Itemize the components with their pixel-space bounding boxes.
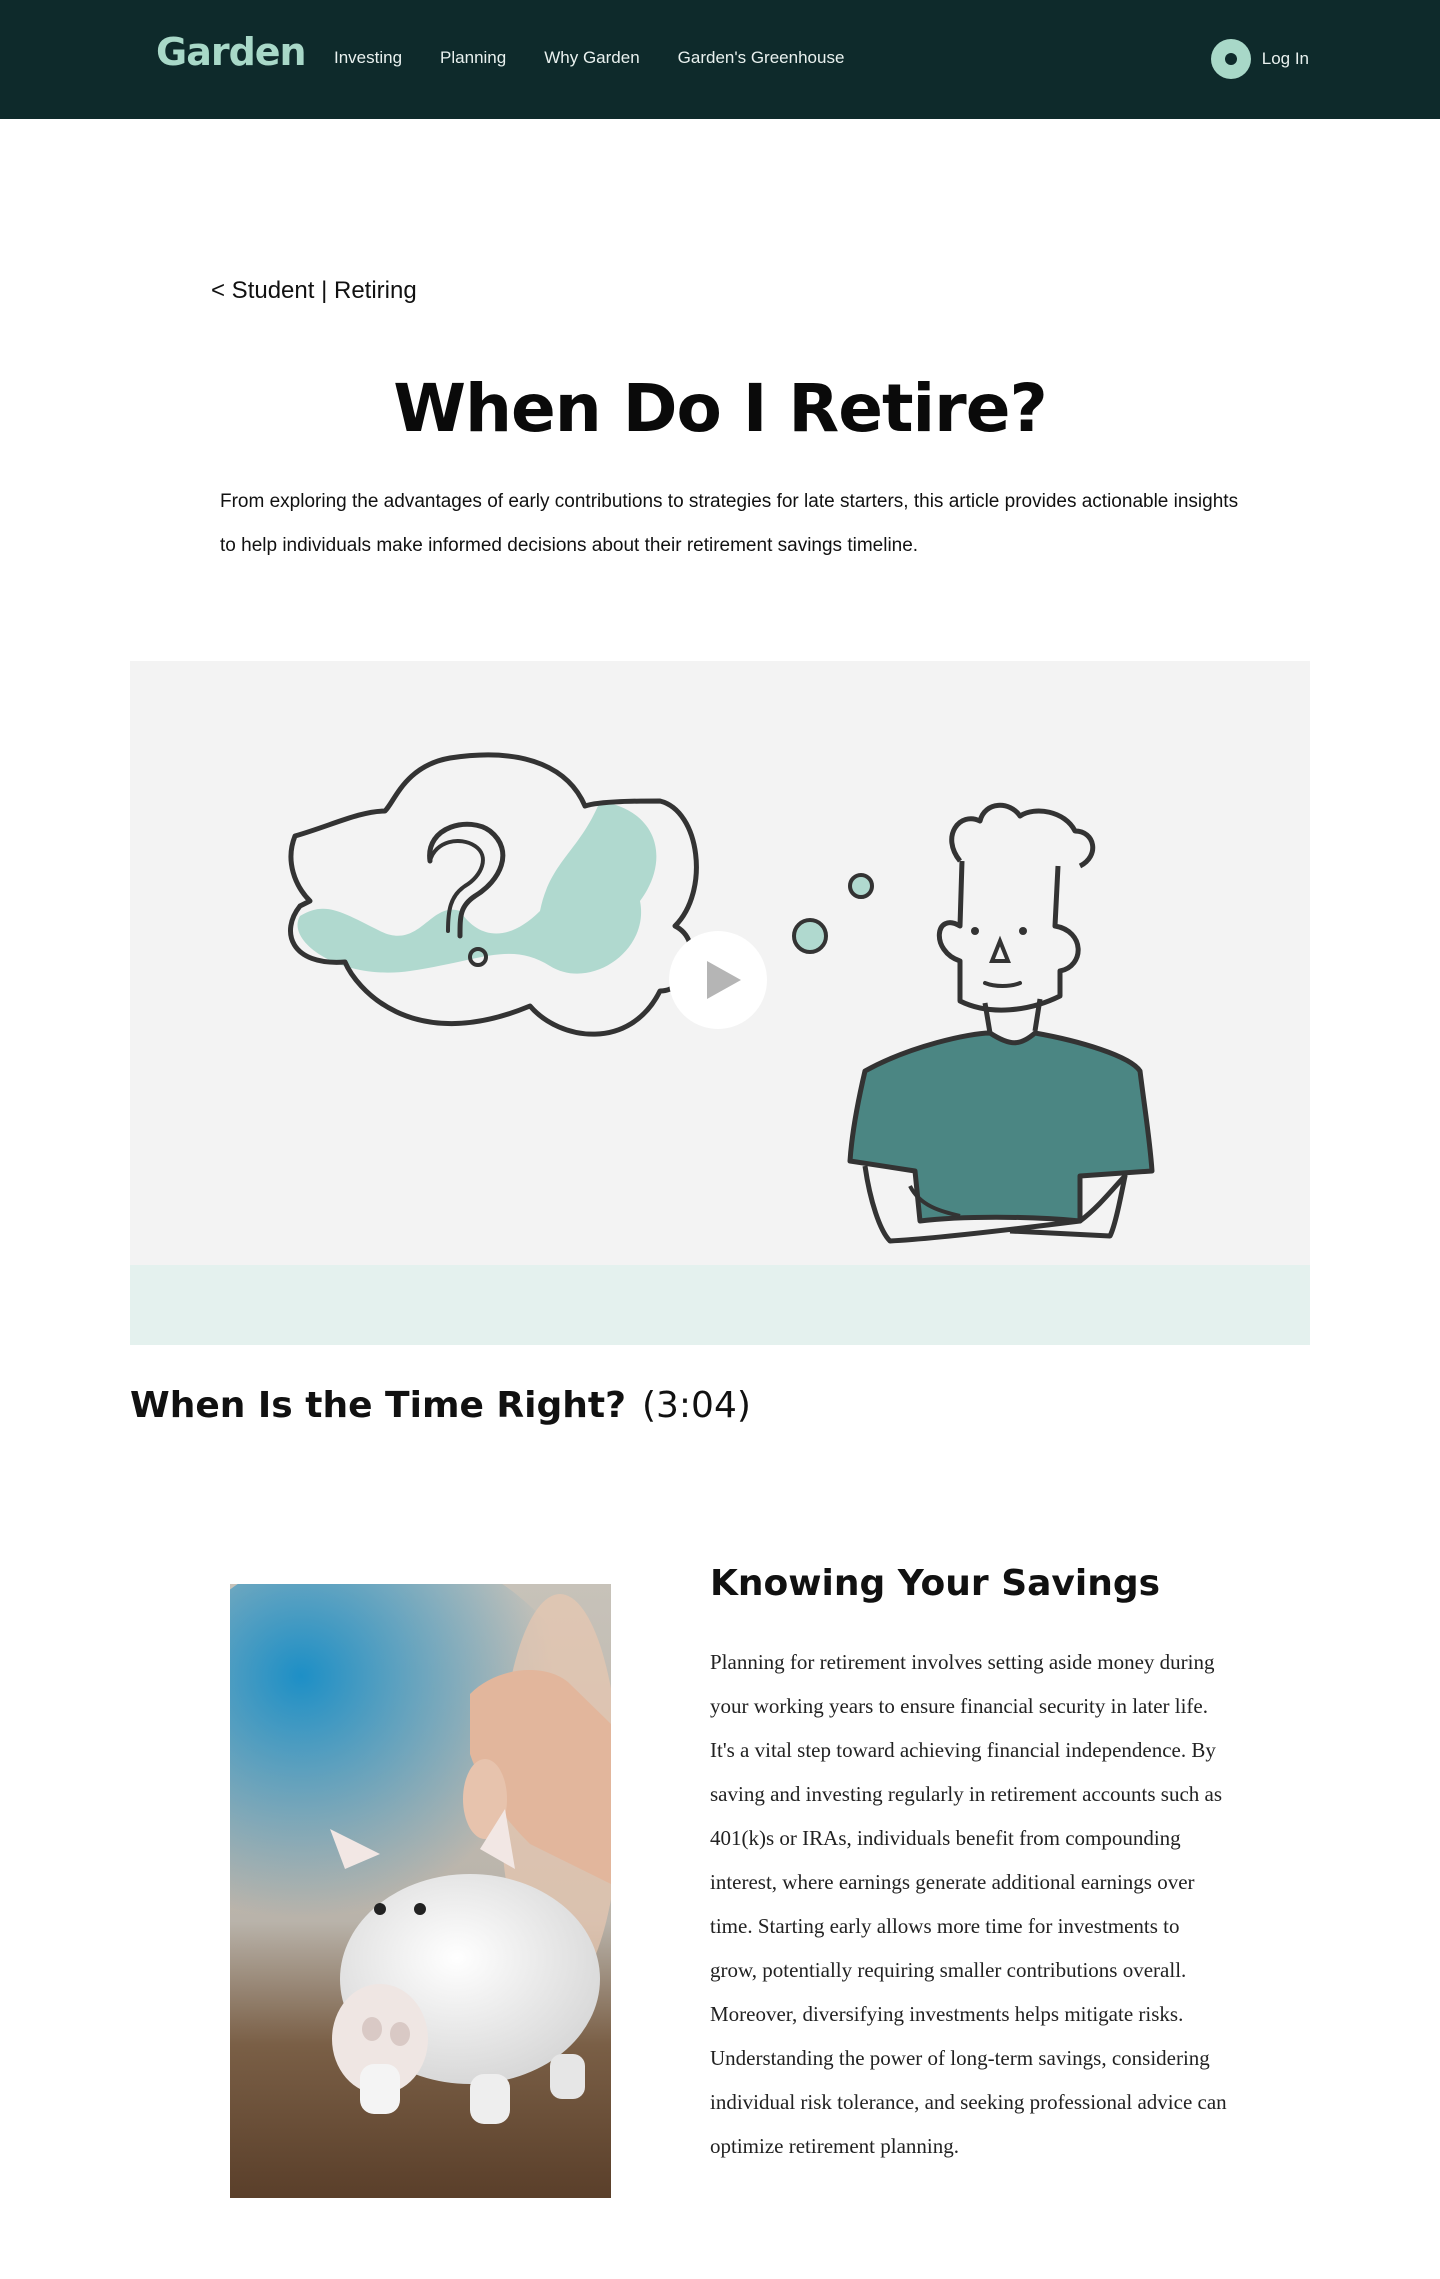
play-icon[interactable]	[669, 931, 767, 1029]
video-caption	[130, 1385, 751, 1426]
video-player[interactable]	[130, 661, 1310, 1345]
section-title: Knowing Your Savings	[710, 1563, 1161, 1604]
nav-planning[interactable]: Planning	[440, 48, 507, 67]
nav-why-garden[interactable]: Why Garden	[544, 48, 640, 67]
video-controls-band	[130, 1265, 1310, 1345]
site-header	[0, 0, 1440, 119]
main-nav	[334, 48, 844, 68]
login-label: Log In	[1261, 49, 1309, 68]
user-icon	[1211, 39, 1251, 79]
piggy-bank-photo	[230, 1584, 611, 2198]
login-button[interactable]	[1211, 39, 1309, 79]
page-title: When Do I Retire?	[393, 370, 1047, 447]
intro-text: From exploring the advantages of early contributions to strategies for late starters, this article provides actionable insights to help individuals make informed decisions about their retirement savings timeline.	[220, 491, 1239, 556]
video-duration: (3:04)	[641, 1385, 751, 1426]
section-body: Planning for retirement involves setting aside money during your working years to ensure financial security in later life. It's a vital step toward achieving financial independence. By saving and investing regularly in retirement accounts such as 401(k)s or IRAs, individuals benefit from compounding interest, where earnings generate additional earnings over time. Starting early allows more time for investments to grow, potentially requiring smaller contributions overall. Moreover, diversifying investments helps mitigate risks. Understanding the power of long-term savings, considering individual risk tolerance, and seeking professional advice can optimize retirement planning.	[710, 1650, 1227, 2158]
breadcrumb[interactable]: < Student | Retiring	[211, 277, 417, 304]
video-title: When Is the Time Right?	[130, 1385, 626, 1426]
garden-logo[interactable]: Garden	[156, 30, 306, 74]
nav-gardens-greenhouse[interactable]: Garden's Greenhouse	[677, 48, 845, 67]
nav-investing[interactable]: Investing	[334, 48, 403, 67]
